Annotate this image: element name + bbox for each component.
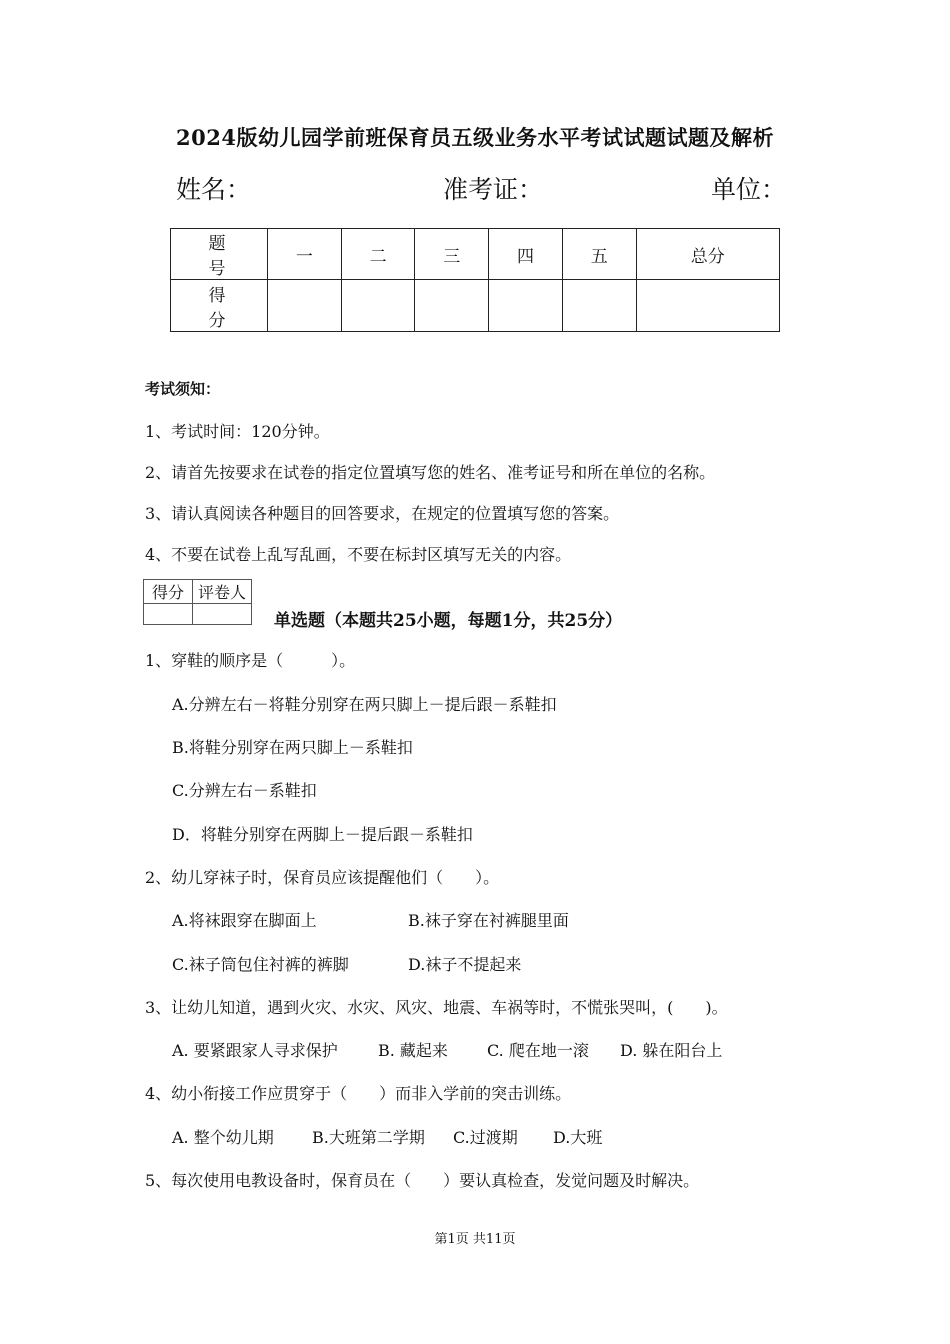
question-option: B. 藏起来 — [378, 1041, 448, 1060]
score-cell-header: 五 — [562, 229, 636, 280]
notice-item: 1、考试时间：120分钟。 — [145, 422, 330, 441]
question-option: C.过渡期 — [453, 1128, 518, 1147]
score-cell-header: 总分 — [636, 229, 779, 280]
page-title: 2024版幼儿园学前班保育员五级业务水平考试试题试题及解析 — [176, 125, 774, 150]
question-option: D.大班 — [553, 1128, 603, 1147]
score-cell-empty — [489, 280, 563, 332]
score-cell-empty — [562, 280, 636, 332]
score-cell-header: 三 — [415, 229, 489, 280]
exam-id-field-label: 准考证： — [443, 175, 544, 204]
question-option: D. 躲在阳台上 — [620, 1041, 723, 1060]
page-footer: 第1页 共11页 — [434, 1232, 516, 1247]
grader-box — [143, 579, 252, 625]
score-cell-header: 四 — [489, 229, 563, 280]
unit-field-label: 单位： — [711, 175, 787, 204]
section-title: 单选题（本题共25小题，每题1分，共25分） — [274, 611, 623, 631]
grader-name-label: 评卷人 — [193, 580, 252, 604]
score-cell-empty — [415, 280, 489, 332]
question-stem: 3、让幼儿知道，遇到火灾、水灾、风灾、地震、车祸等时，不慌张哭叫，( )。 — [145, 998, 728, 1017]
question-option: C. 爬在地一滚 — [487, 1041, 589, 1060]
notice-item: 4、不要在试卷上乱写乱画，不要在标封区填写无关的内容。 — [145, 545, 572, 564]
question-option: A. 要紧跟家人寻求保护 — [172, 1041, 338, 1060]
question-stem: 5、每次使用电教设备时，保育员在（ ）要认真检查，发觉问题及时解决。 — [145, 1171, 700, 1190]
score-table-score-row — [171, 280, 780, 332]
score-cell-empty — [341, 280, 415, 332]
question-option: A.将袜跟穿在脚面上 — [172, 911, 317, 930]
question-option: D.袜子不提起来 — [408, 955, 522, 974]
grader-score-label: 得分 — [144, 580, 193, 604]
question-option: A.分辨左右－将鞋分别穿在两只脚上－提后跟－系鞋扣 — [172, 695, 557, 714]
score-cell-header: 二 — [341, 229, 415, 280]
question-option: C.分辨左右－系鞋扣 — [172, 781, 317, 800]
notice-item: 2、请首先按要求在试卷的指定位置填写您的姓名、准考证号和所在单位的名称。 — [145, 463, 716, 482]
notice-heading: 考试须知： — [145, 380, 221, 398]
question-option: A. 整个幼儿期 — [172, 1128, 274, 1147]
score-cell-header: 一 — [268, 229, 342, 280]
score-cell-empty — [268, 280, 342, 332]
question-option: D．将鞋分别穿在两脚上－提后跟－系鞋扣 — [172, 825, 473, 844]
score-table-header-row — [171, 229, 780, 280]
question-option: B.大班第二学期 — [312, 1128, 425, 1147]
question-option: B.将鞋分别穿在两只脚上－系鞋扣 — [172, 738, 413, 757]
score-cell-empty — [636, 280, 779, 332]
score-table — [170, 228, 780, 332]
grader-score-cell — [144, 604, 193, 625]
question-option: C.袜子筒包住衬裤的裤脚 — [172, 955, 349, 974]
notice-item: 3、请认真阅读各种题目的回答要求，在规定的位置填写您的答案。 — [145, 504, 620, 523]
question-option: B.袜子穿在衬裤腿里面 — [408, 911, 569, 930]
question-stem: 1、穿鞋的顺序是（ ）。 — [145, 651, 356, 670]
question-stem: 4、幼小衔接工作应贯穿于（ ）而非入学前的突击训练。 — [145, 1084, 572, 1103]
name-field-label: 姓名： — [176, 175, 252, 204]
score-cell-label: 得 分 — [171, 280, 268, 332]
question-stem: 2、幼儿穿袜子时，保育员应该提醒他们（ ）。 — [145, 868, 500, 887]
grader-name-cell — [193, 604, 252, 625]
score-cell-label: 题 号 — [171, 229, 268, 280]
